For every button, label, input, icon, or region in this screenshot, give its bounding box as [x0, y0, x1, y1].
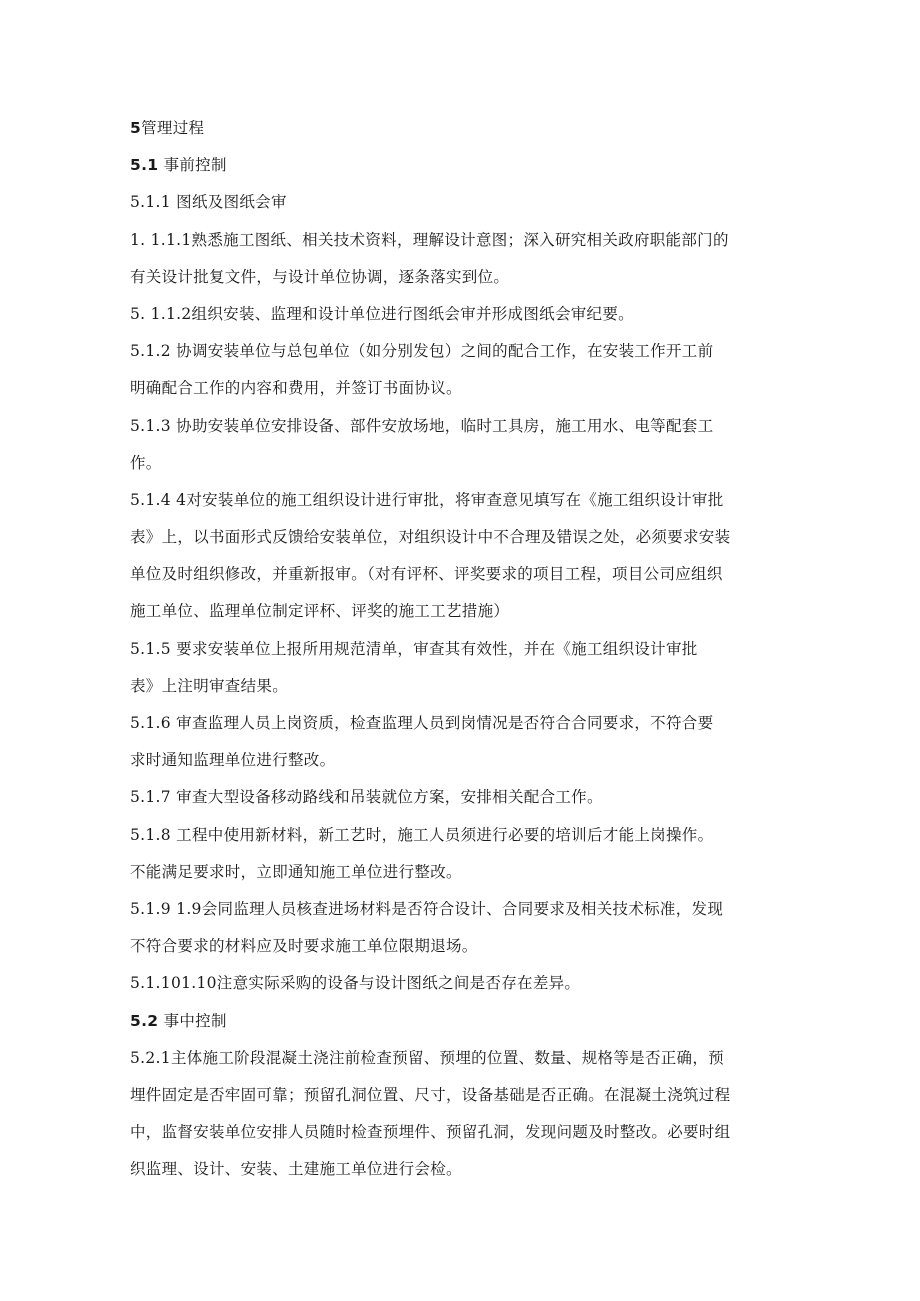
- text-line: 5. 1.1.2组织安装、监理和设计单位进行图纸会审并形成图纸会审纪要。: [130, 304, 634, 323]
- text-line: 5.1.7 审查大型设备移动路线和吊装就位方案，安排相关配合工作。: [130, 788, 603, 807]
- text-line: 5.2.1主体施工阶段混凝土浇注前检查预留、预埋的位置、数量、规格等是否正确，预: [130, 1048, 724, 1067]
- text-line: 5.1.9 1.9会同监理人员核查进场材料是否符合设计、合同要求及相关技术标准，发现: [130, 899, 724, 918]
- text-line: 明确配合工作的内容和费用，并签订书面协议。: [130, 379, 462, 398]
- text-line: 5.1.5 要求安装单位上报所用规范清单，审查其有效性，并在《施工组织设计审批: [130, 639, 698, 658]
- text-line: 5.1.4 4对安装单位的施工组织设计进行审批，将审查意见填写在《施工组织设计审批: [130, 490, 724, 509]
- text-line: 1. 1.1.1熟悉施工图纸、相关技术资料，理解设计意图；深入研究相关政府职能部门的: [130, 230, 729, 249]
- text-line: 织监理、设计、安装、土建施工单位进行会检。: [130, 1160, 462, 1179]
- document-page: [130, 110, 790, 1188]
- section-number: 5.2: [130, 1011, 159, 1030]
- section-heading-5-2: [130, 1003, 790, 1040]
- text-line: 作。: [130, 453, 162, 472]
- text-line: 施工单位、监理单位制定评杯、评奖的施工工艺措施）: [130, 602, 510, 621]
- section-heading-5: [130, 110, 790, 147]
- text-line: 埋件固定是否牢固可靠；预留孔洞位置、尺寸，设备基础是否正确。在混凝土浇筑过程: [130, 1085, 731, 1104]
- text-line: 表》上，以书面形式反馈给安装单位，对组织设计中不合理及错误之处，必须要求安装: [130, 528, 731, 547]
- text-line: 5.1.1 图纸及图纸会审: [130, 193, 287, 212]
- section-heading-5-1: [130, 147, 790, 184]
- text-line: 求时通知监理单位进行整改。: [130, 751, 336, 770]
- text-line: 中，监督安装单位安排人员随时检查预埋件、预留孔洞，发现问题及时整改。必要时组: [130, 1123, 731, 1142]
- text-line: 5.1.3 协助安装单位安排设备、部件安放场地，临时工具房，施工用水、电等配套工: [130, 416, 714, 435]
- text-line: 不符合要求的材料应及时要求施工单位限期退场。: [130, 937, 478, 956]
- text-line: 5.1.101.10注意实际采购的设备与设计图纸之间是否存在差异。: [130, 974, 581, 993]
- text-line: 不能满足要求时，立即通知施工单位进行整改。: [130, 862, 462, 881]
- text-line: 5.1.2 协调安装单位与总包单位（如分别发包）之间的配合工作，在安装工作开工前: [130, 342, 714, 361]
- text-line: 5.1.8 工程中使用新材料，新工艺时，施工人员须进行必要的培训后才能上岗操作。: [130, 825, 714, 844]
- text-line: 有关设计批复文件，与设计单位协调，逐条落实到位。: [130, 267, 510, 286]
- text-line: 表》上注明审查结果。: [130, 676, 289, 695]
- section-number: 5: [130, 119, 142, 137]
- section-number: 5.1: [130, 156, 159, 175]
- section-title: 事中控制: [158, 1011, 227, 1030]
- text-line: 5.1.6 审查监理人员上岗资质，检查监理人员到岗情况是否符合合同要求，不符合要: [130, 714, 714, 732]
- section-title: 事前控制: [158, 156, 227, 175]
- section-title: 管理过程: [141, 119, 205, 137]
- text-line: 单位及时组织修改，并重新报审。（对有评杯、评奖要求的项目工程，项目公司应组织: [130, 565, 723, 584]
